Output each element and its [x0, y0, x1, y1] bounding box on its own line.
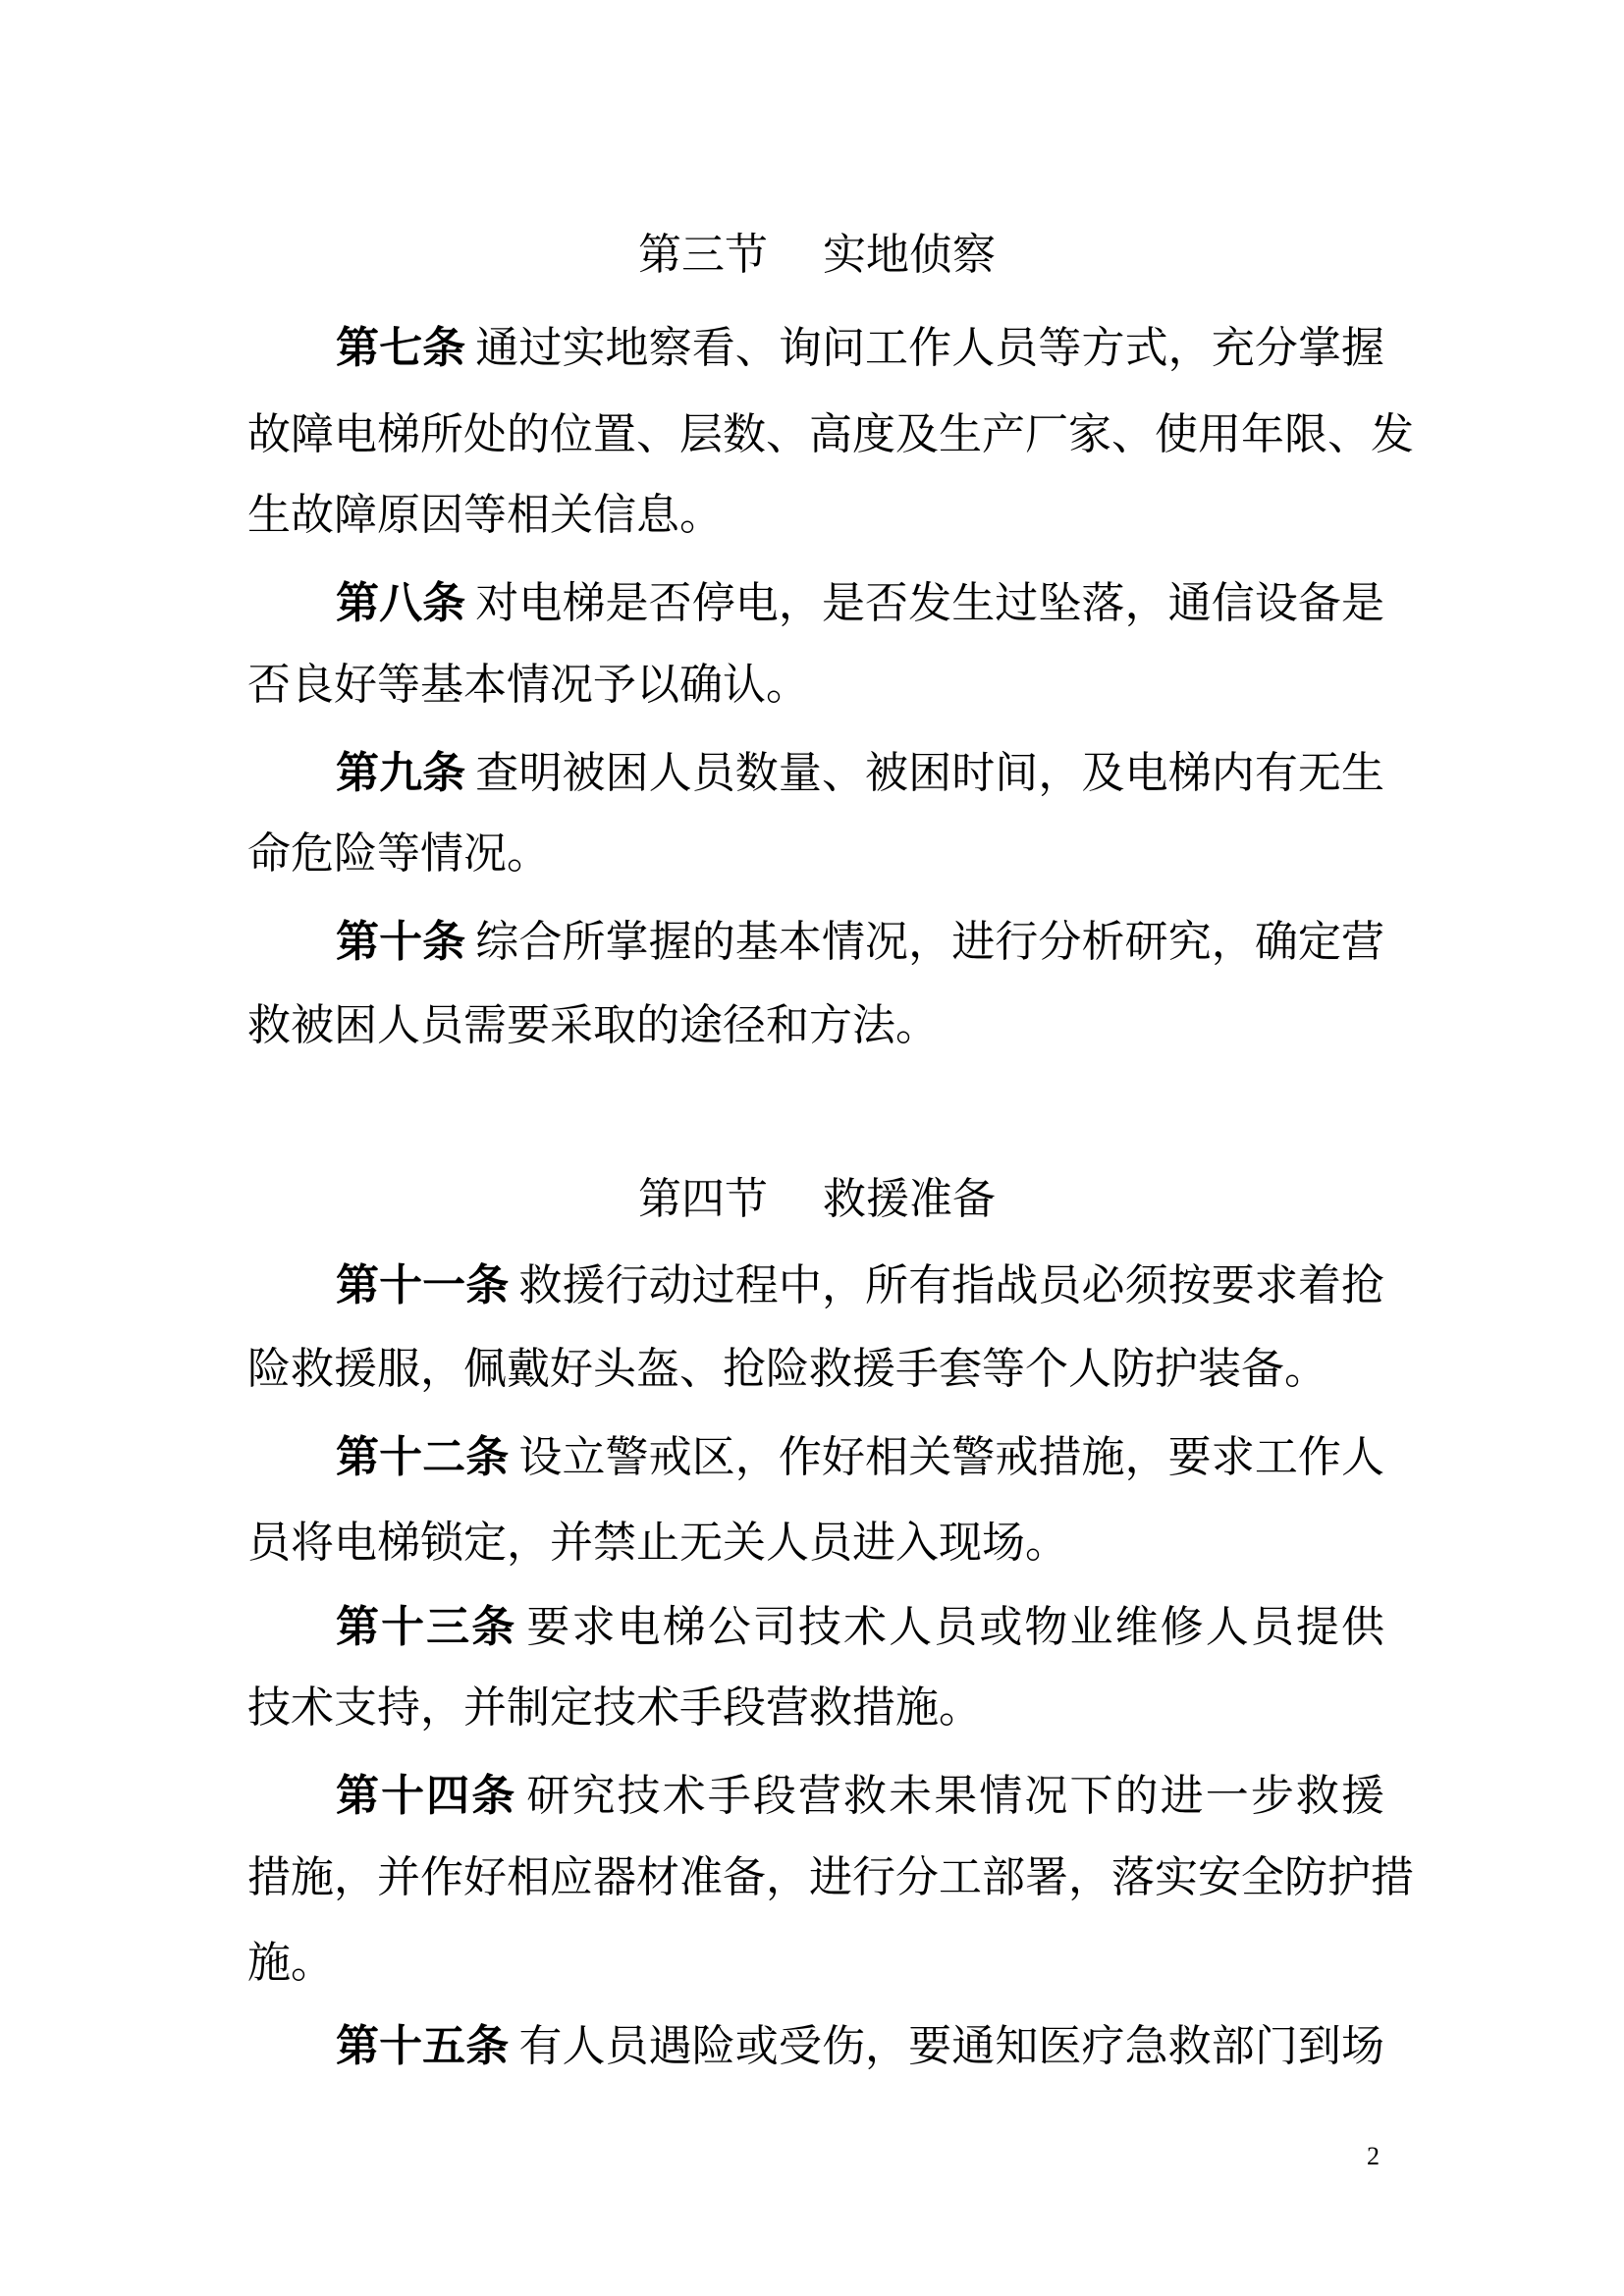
article-line: [336, 1256, 1384, 1315]
article-text: 否良好等基本情况予以确认。: [247, 660, 809, 710]
article-text: 综合所掌握的基本情况，进行分析研究，确定营: [475, 917, 1385, 967]
article-line: [247, 1514, 1384, 1573]
article-text: 研究技术手段营救未果情况下的进一步救援: [526, 1771, 1385, 1821]
article-label: 第十五条: [336, 2021, 510, 2071]
article-text: 查明被困人员数量、被困时间，及电梯内有无生: [475, 748, 1385, 798]
article-label: 第十条: [336, 917, 466, 967]
article-line: [247, 825, 1384, 883]
article-line: [336, 319, 1384, 378]
article-text: 员将电梯锁定，并禁止无关人员进入现场。: [247, 1518, 1068, 1568]
article-line: [336, 1767, 1384, 1826]
article-text: 要求电梯公司技术人员或物业维修人员提供: [526, 1602, 1385, 1652]
article-text: 通过实地察看、询问工作人员等方式，充分掌握: [475, 323, 1385, 373]
section-title: 第三节 实地侦察: [638, 230, 996, 280]
article-line: [336, 744, 1384, 803]
article-line: [247, 1340, 1384, 1399]
article-line: [336, 913, 1384, 972]
article-text: 设立警戒区，作好相关警戒措施，要求工作人: [518, 1432, 1385, 1482]
article-text: 命危险等情况。: [247, 828, 550, 879]
article-text: 救被困人员需要采取的途径和方法。: [247, 1000, 939, 1050]
section-title: 第四节 救援准备: [638, 1174, 996, 1224]
article-line: [247, 1934, 1384, 1993]
article-text: 故障电梯所处的位置、层数、高度及生产厂家、使用年限、发: [247, 409, 1414, 459]
article-text: 生故障原因等相关信息。: [247, 490, 723, 540]
article-text: 险救援服，佩戴好头盔、抢险救援手套等个人防护装备。: [247, 1344, 1327, 1394]
article-line: [247, 656, 1384, 715]
article-line: [247, 486, 1384, 545]
article-line: [336, 1598, 1384, 1657]
article-text: 救援行动过程中，所有指战员必须按要求着抢: [518, 1260, 1385, 1310]
article-line: [247, 1848, 1414, 1907]
article-line: [336, 2017, 1384, 2076]
article-text: 措施，并作好相应器材准备，进行分工部署，落实安全防护措: [247, 1852, 1414, 1902]
page-number: 2: [1367, 2142, 1380, 2170]
article-line: [247, 1679, 1384, 1737]
article-label: 第十二条: [336, 1432, 510, 1482]
article-line: [247, 405, 1414, 464]
article-text: 对电梯是否停电，是否发生过坠落，通信设备是: [475, 578, 1385, 628]
article-text: 施。: [247, 1938, 334, 1988]
article-line: [336, 1428, 1384, 1487]
article-text: 有人员遇险或受伤，要通知医疗急救部门到场: [518, 2021, 1385, 2071]
article-label: 第八条: [336, 578, 466, 628]
article-line: [336, 574, 1384, 633]
article-label: 第七条: [336, 323, 466, 373]
article-label: 第九条: [336, 748, 466, 798]
article-line: [247, 996, 1384, 1055]
article-label: 第十一条: [336, 1260, 510, 1310]
article-label: 第十三条: [336, 1602, 517, 1652]
article-label: 第十四条: [336, 1771, 517, 1821]
article-text: 技术支持，并制定技术手段营救措施。: [247, 1682, 982, 1733]
